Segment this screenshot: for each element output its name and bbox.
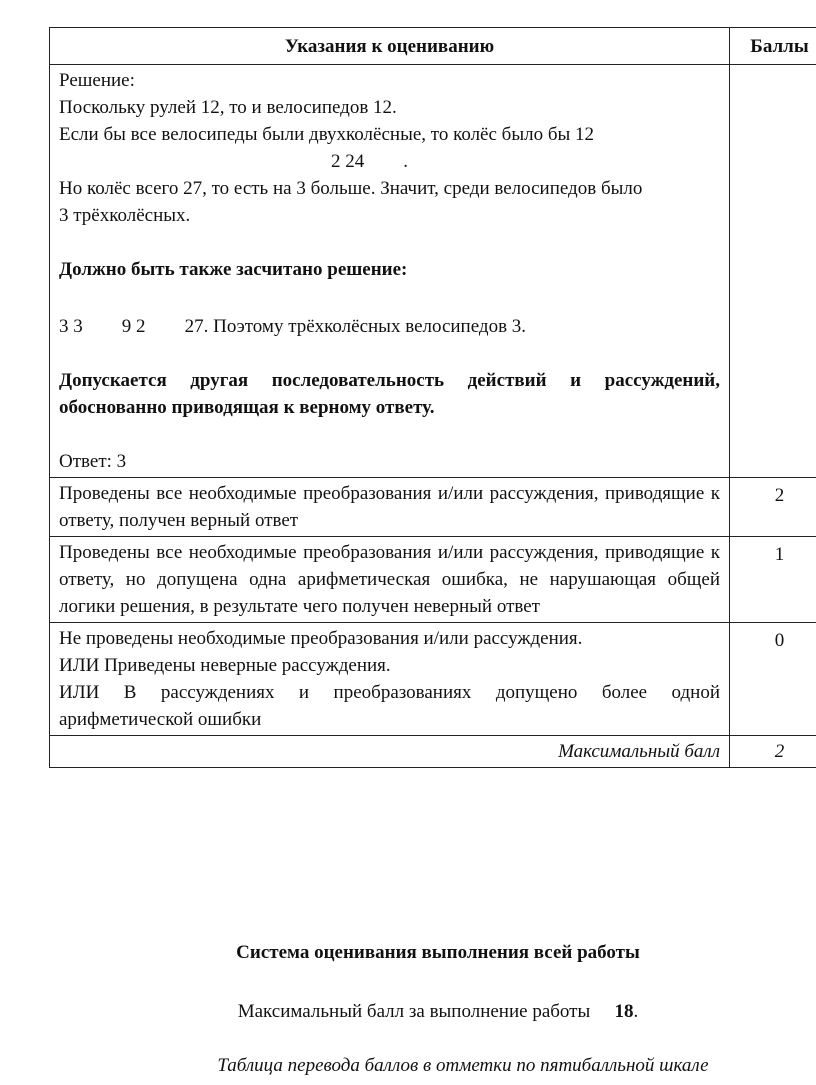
criteria-header: Указания к оцениванию (50, 28, 730, 65)
alt-solution: 3 3 9 2 27. Поэтому трёхколёсных велосипедов 3. (59, 316, 458, 337)
criteria-row (50, 478, 816, 537)
criteria-text: Проведены все необходимые преобразования и/или рассуждения, приводящие к ответу, но допущена одна арифметическая ошибка, не нарушающая общей логики решения, в результате чего получен неверный ответ (50, 537, 730, 623)
criteria-line: ИЛИ Приведены неверные рассуждения. (59, 655, 391, 676)
table-caption: Таблица перевода баллов в отметки по пятибалльной шкале (217, 1055, 709, 1076)
alt-solution-heading: Должно быть также засчитано решение: (59, 259, 408, 280)
points-header: Баллы (730, 28, 816, 65)
answer: Ответ: 3 (59, 451, 127, 472)
solution-line: Если бы все велосипеды были двухколёсные, то колёс было бы 12 (59, 124, 595, 145)
criteria-line: ИЛИ В рассуждениях и преобразованиях допущено более одной арифметической ошибки (59, 682, 720, 730)
alternative-note: Допускается другая последовательность действий и рассуждений, обоснованно приводящая к верному ответу. (59, 370, 720, 418)
criteria-row (50, 623, 816, 736)
solution-line: Поскольку рулей 12, то и велосипедов 12. (59, 97, 397, 118)
max-total-value: 18 (604, 1001, 624, 1022)
max-total-prefix: Максимальный балл за выполнение работы (247, 1001, 605, 1022)
table-header-row (50, 28, 816, 65)
solution-formula: 2 24 . (348, 151, 391, 172)
max-total-line (0, 1001, 816, 1023)
solution-line: 3 трёхколёсных. (59, 205, 191, 226)
solution-row (50, 65, 816, 478)
criteria-score: 2 (730, 478, 816, 537)
grading-table (49, 27, 816, 768)
section-title: Система оценивания выполнения всей работы (236, 942, 640, 963)
criteria-score: 0 (730, 623, 816, 736)
max-score-label: Максимальный балл (50, 736, 730, 768)
solution-cell (50, 65, 730, 478)
criteria-text: Проведены все необходимые преобразования и/или рассуждения, приводящие к ответу, получен верный ответ (50, 478, 730, 537)
solution-score-cell (730, 65, 816, 478)
criteria-row (50, 537, 816, 623)
max-score-value: 2 (730, 736, 816, 768)
max-total-suffix: . (623, 1001, 629, 1022)
criteria-text-multi (50, 623, 730, 736)
criteria-line: Не проведены необходимые преобразования и/или рассуждения. (59, 628, 583, 649)
solution-line: Но колёс всего 27, то есть на 3 больше. Значит, среди велосипедов было (59, 178, 643, 199)
solution-label: Решение: (59, 70, 135, 91)
max-row (50, 736, 816, 768)
criteria-score: 1 (730, 537, 816, 623)
